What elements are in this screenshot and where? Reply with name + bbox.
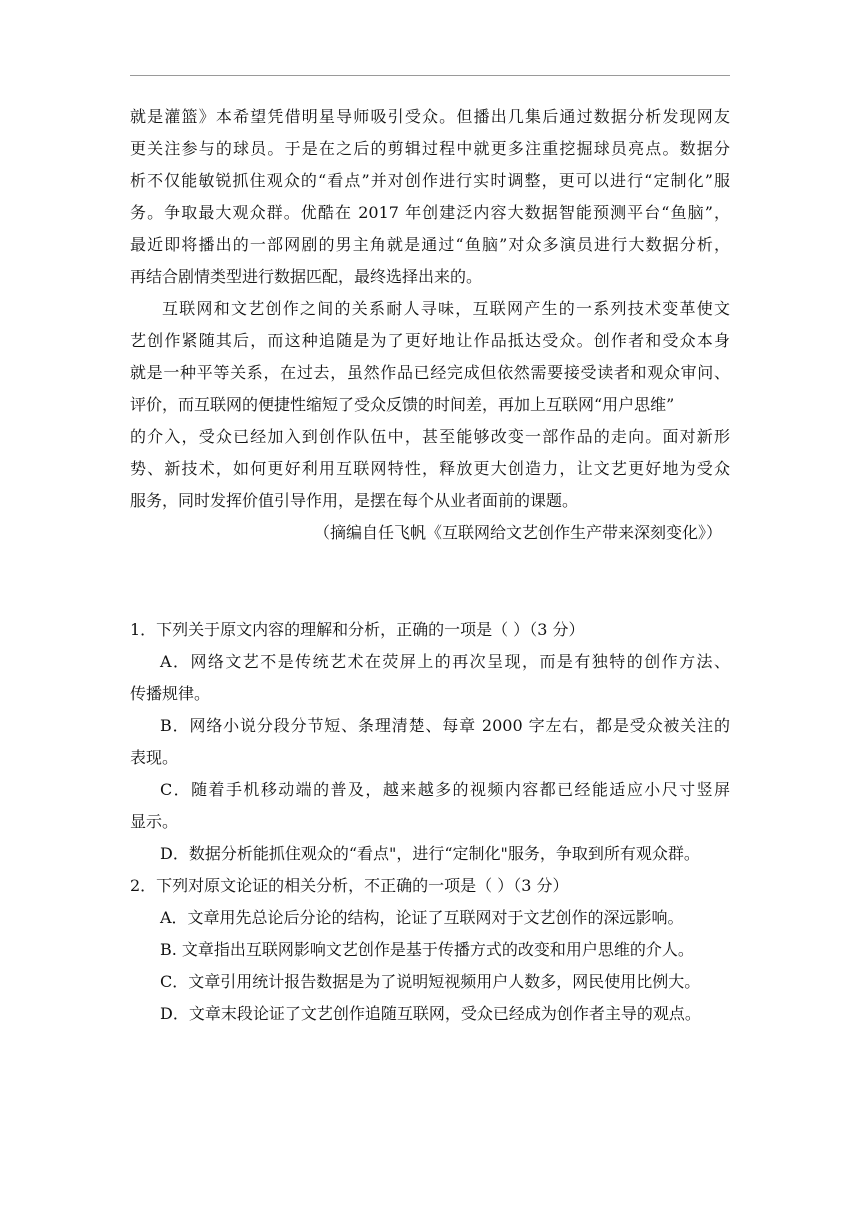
passage-line: 更关注参与的球员。于是在之后的剪辑过程中就更多注重挖掘球员亮点。数据分 xyxy=(130,139,730,158)
option-b: B. 文章指出互联网影响文艺创作是基于传播方式的改变和用户思维的介人。 xyxy=(160,940,694,959)
option-a: A．网络文艺不是传统艺术在荧屏上的再次呈现，而是有独特的创作方法、 xyxy=(160,652,730,671)
passage-line: 的介入，受众已经加入到创作队伍中，甚至能够改变一部作品的走向。面对新形 xyxy=(130,427,730,446)
question-stem: 2．下列对原文论证的相关分析，不正确的一项是（ ）（3 分） xyxy=(130,876,569,895)
option-d: D．数据分析能抓住观众的“看点"，进行“定制化"服务，争取到所有观众群。 xyxy=(160,844,700,863)
passage-line: 服务，同时发挥价值引导作用，是摆在每个从业者面前的课题。 xyxy=(130,491,579,510)
passage-line: 互联网和文艺创作之间的关系耐人寻味，互联网产生的一系列技术变革使文 xyxy=(162,299,730,318)
passage-line: 务。争取最大观众群。优酷在 2017 年创建泛内容大数据智能预测平台“鱼脑”， xyxy=(130,203,730,222)
section-spacer xyxy=(130,549,730,614)
passage-line: 析不仅能敏锐抓住观众的“看点”并对创作进行实时调整，更可以进行“定制化”服 xyxy=(130,171,730,190)
option-a: A．文章用先总论后分论的结构，论证了互联网对于文艺创作的深远影响。 xyxy=(160,908,684,927)
passage-line: 最近即将播出的一部网剧的男主角就是通过“鱼脑”对众多演员进行大数据分析， xyxy=(130,235,730,254)
passage-line: 势、新技术，如何更好利用互联网特性，释放更大创造力，让文艺更好地为受众 xyxy=(130,459,730,478)
question-2 xyxy=(130,870,730,1030)
option-b: B．网络小说分段分节短、条理清楚、每章 2000 字左右，都是受众被关注的 xyxy=(160,716,730,735)
passage-line: 就是灌篮》本希望凭借明星导师吸引受众。但播出几集后通过数据分析发现网友 xyxy=(130,107,730,126)
passage-paragraph-1 xyxy=(130,101,730,293)
document-content xyxy=(130,101,730,1030)
option-c: C．文章引用统计报告数据是为了说明短视频用户人数多，网民使用比例大。 xyxy=(160,972,701,991)
option-c: C．随着手机移动端的普及，越来越多的视频内容都已经能适应小尺寸竖屏 xyxy=(160,780,730,799)
passage-line: 评价，而互联网的便捷性缩短了受众反馈的时间差，再加上互联网“用户思维” xyxy=(130,395,675,414)
question-1 xyxy=(130,614,730,870)
header-divider xyxy=(130,75,730,76)
passage-paragraph-2 xyxy=(130,293,730,517)
option-d: D．文章末段论证了文艺创作追随互联网，受众已经成为创作者主导的观点。 xyxy=(160,1004,701,1023)
passage-line: 再结合剧情类型进行数据匹配，最终选择出来的。 xyxy=(130,267,483,286)
option-c-continued: 显示。 xyxy=(130,812,179,831)
passage-source: （摘编自任飞帆《互联网给文艺创作生产带来深刻变化》） xyxy=(313,523,722,542)
question-stem: 1．下列关于原文内容的理解和分析，正确的一项是（ ）（3 分） xyxy=(130,620,585,639)
option-b-continued: 表现。 xyxy=(130,748,179,767)
option-a-continued: 传播规律。 xyxy=(130,684,211,703)
passage-line: 就是一种平等关系，在过去，虽然作品已经完成但依然需要接受读者和观众审问、 xyxy=(130,363,730,382)
passage-line: 艺创作紧随其后，而这种追随是为了更好地让作品抵达受众。创作者和受众本身 xyxy=(130,331,730,350)
